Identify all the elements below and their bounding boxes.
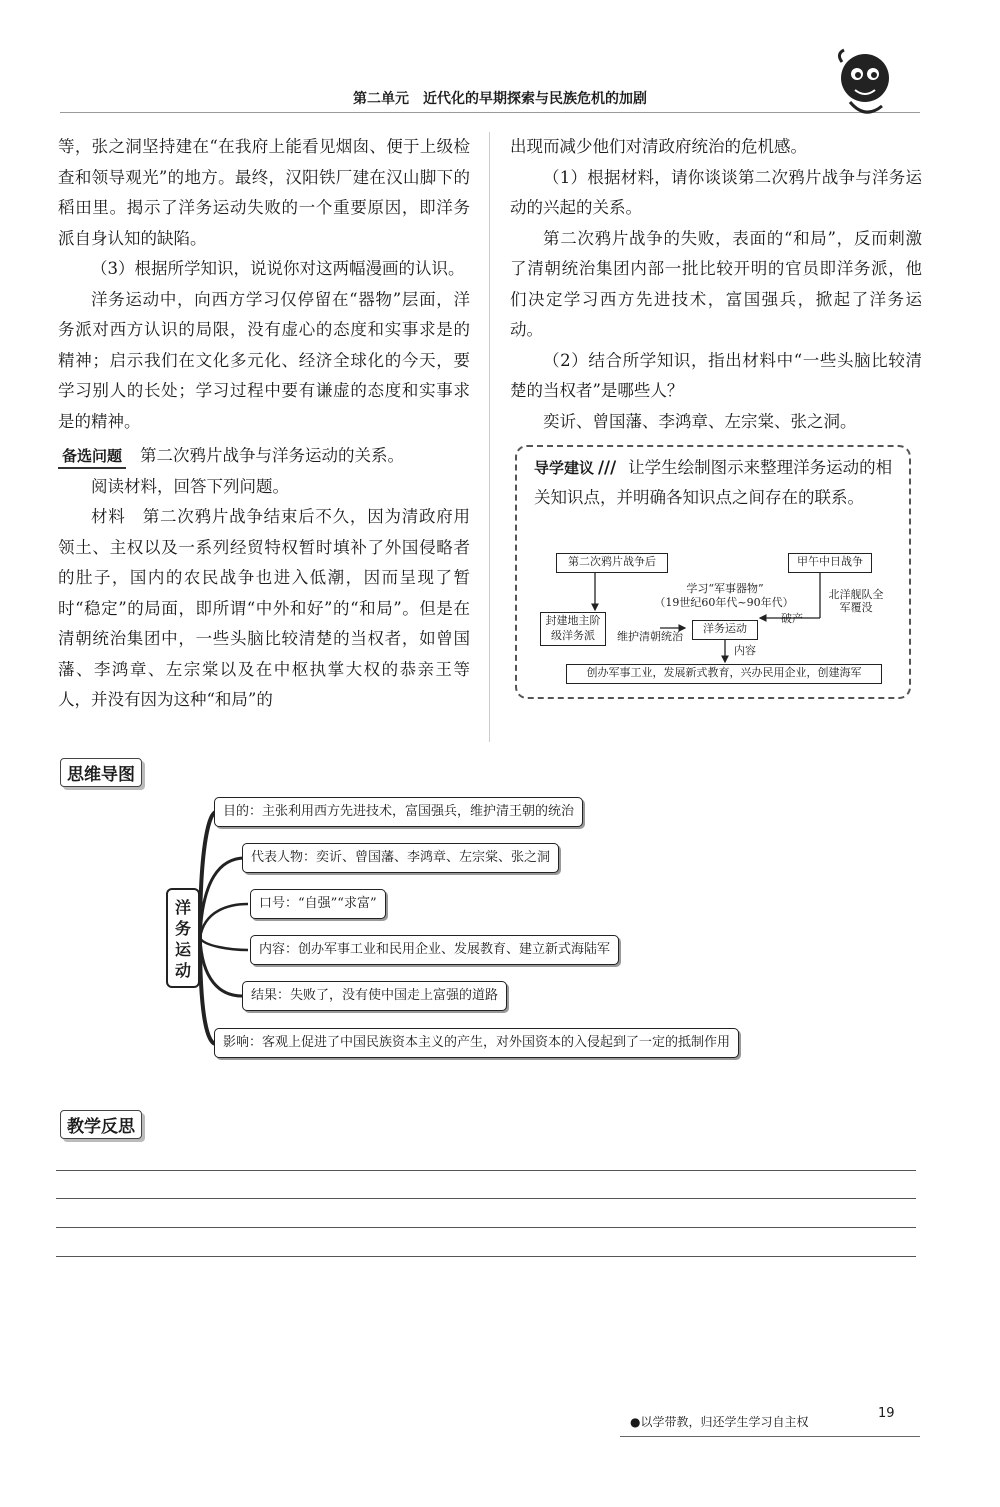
column-divider [489, 132, 490, 742]
material-continued: 出现而减少他们对清政府统治的危机感。 [510, 137, 807, 156]
flow-label-content: 内容 [734, 644, 756, 657]
footer-divider [620, 1436, 920, 1437]
mindmap-node-content: 内容：创办军事工业和民用企业、发展教育、建立新式海陆军 [250, 935, 619, 965]
flow-label-learn: 学习“军事器物” [686, 582, 764, 595]
left-column [58, 132, 470, 716]
writing-line [56, 1227, 916, 1228]
unit-title: 第二单元 近代化的早期探索与民族危机的加剧 [353, 91, 647, 107]
reflection-section-title: 教学反思 [60, 1110, 142, 1139]
mindmap-node-slogan: 口号：“自强”“求富” [250, 889, 386, 919]
study-tip-label: 导学建议 [534, 459, 595, 477]
backup-question-row [58, 441, 470, 472]
flow-box-landlord-westernizers: 封建地主阶级洋务派 [540, 612, 606, 646]
page-number: 19 [878, 1406, 895, 1421]
question-1: （1）根据材料，请你谈谈第二次鸦片战争与洋务运动的兴起的关系。 [510, 167, 922, 217]
mascot-icon [830, 40, 900, 130]
flow-box-sino-japanese-war: 甲午中日战争 [788, 553, 872, 573]
center-char-2: 务 [174, 919, 191, 938]
center-char-3: 运 [174, 940, 191, 959]
mindmap-node-figures: 代表人物：奕䜣、曾国藩、李鸿章、左宗棠、张之洞 [242, 843, 559, 873]
header-divider [60, 112, 920, 113]
writing-line [56, 1170, 916, 1171]
center-char-1: 洋 [174, 898, 191, 917]
answer-3: 洋务运动中，向西方学习仅停留在“器物”层面，洋务派对西方认识的局限，没有虚心的态度和实事求是的精神；启示我们在文化多元化、经济全球化的今天，要学习别人的长处；学习过程中要有谦虚的态度和实事求是的精神。 [58, 289, 470, 431]
paragraph-hanyang: 等，张之洞坚持建在“在我府上能看见烟囱、便于上级检查和领导观光”的地方。最终，汉阳铁厂建在汉山脚下的稻田里。揭示了洋务运动失败的一个重要原因，即洋务派自身认知的缺陷。 [58, 137, 470, 248]
flow-box-second-opium-war: 第二次鸦片战争后 [556, 553, 668, 573]
answer-1: 第二次鸦片战争的失败，表面的“和局”，反而刺激了清朝统治集团内部一批比较开明的官员即洋务派，他们决定学习西方先进技术，富国强兵，掀起了洋务运动。 [510, 228, 922, 339]
flow-label-bankrupt: 破产 [781, 612, 803, 625]
flow-box-content-details: 创办军事工业，发展新式教育，兴办民用企业，创建海军 [566, 664, 882, 684]
center-char-4: 动 [174, 961, 191, 980]
backup-question-topic: 第二次鸦片战争与洋务运动的关系。 [140, 446, 405, 465]
flow-label-period: （19世纪60年代~90年代） [654, 596, 794, 609]
mindmap-node-purpose: 目的：主张利用西方先进技术，富国强兵，维护清王朝的统治 [214, 797, 583, 827]
writing-line [56, 1198, 916, 1199]
reading-instruction: 阅读材料，回答下列问题。 [91, 476, 289, 496]
mindmap-node-impact: 影响：客观上促进了中国民族资本主义的产生，对外国资本的入侵起到了一定的抵制作用 [214, 1028, 739, 1058]
mindmap-center-westernization [166, 888, 200, 988]
flow-label-maintain: 维护清朝统治 [617, 630, 683, 643]
backup-question-tag: 备选问题 [58, 445, 126, 469]
answer-2: 奕䜣、曾国藩、李鸿章、左宗棠、张之洞。 [543, 411, 857, 431]
study-tip-content: 让学生绘制图示来整理洋务运动的相关知识点，并明确各知识点之间存在的联系。 [534, 458, 893, 507]
footer-slogan: ●以学带教，归还学生学习自主权 [630, 1415, 809, 1429]
writing-line [56, 1256, 916, 1257]
study-tip-text [534, 453, 899, 513]
mindmap-section-title: 思维导图 [60, 758, 142, 787]
material-text: 材料 第二次鸦片战争结束后不久，因为清政府用领土、主权以及一系列经贸特权暂时填补了外国侵略者的肚子，国内的农民战争也进入低潮，因而呈现了暂时“稳定”的局面，即所谓“中外和好”的“和局”。但是在清朝统治集团中，一些头脑比较清楚的当权者，如曾国藩、李鸿章、左宗棠以及在中枢执掌大权的恭亲王等人，并没有因为这种“和局”的 [58, 507, 470, 709]
flow-box-westernization-movement: 洋务运动 [692, 620, 758, 640]
slash-decoration: /// [598, 458, 617, 477]
question-3: （3）根据所学知识，说说你对这两幅漫画的认识。 [91, 259, 465, 278]
right-column [510, 132, 922, 437]
mindmap-node-result: 结果：失败了，没有使中国走上富强的道路 [242, 981, 507, 1011]
question-2: （2）结合所学知识，指出材料中“一些头脑比较清楚的当权者”是哪些人？ [510, 350, 922, 400]
flow-label-fleet: 北洋舰队全军覆没 [828, 588, 884, 614]
